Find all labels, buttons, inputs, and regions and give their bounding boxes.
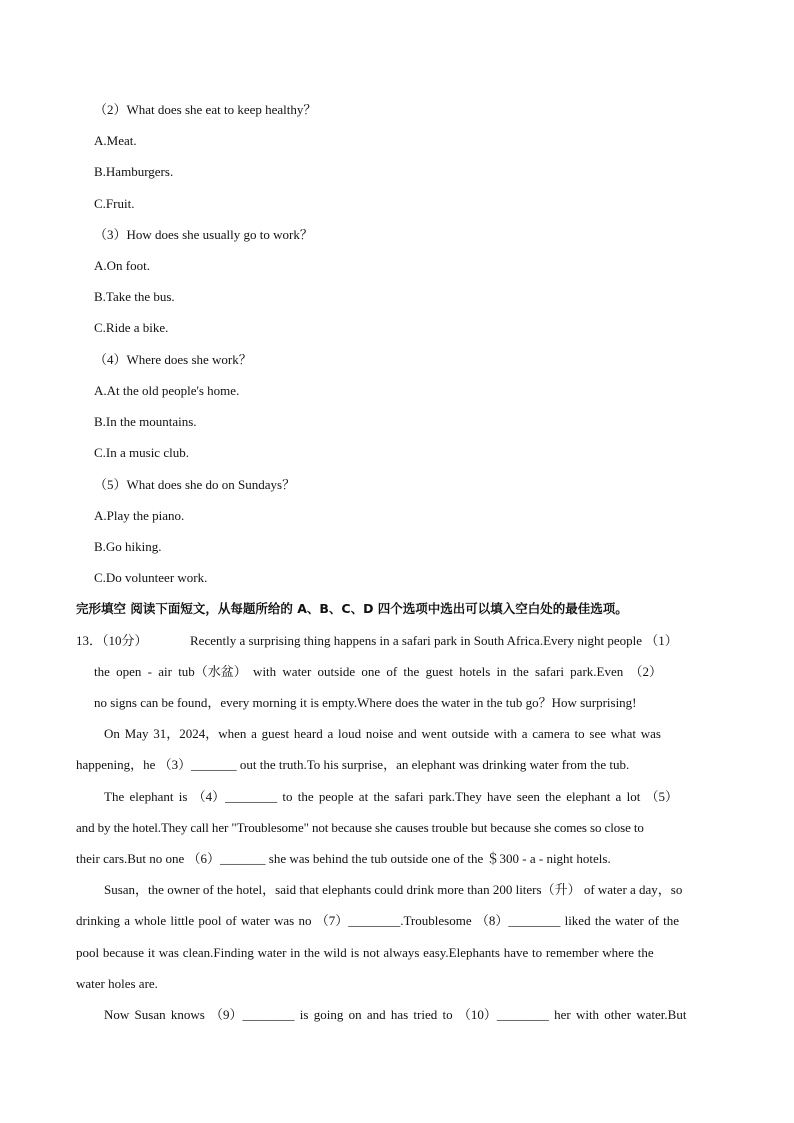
option-c: C.Fruit. [94, 196, 135, 211]
passage-line: the open - air tub（水盆） with water outside one of the guest hotels in the safari park.Even （2） [94, 664, 662, 679]
option-a: A.On foot. [94, 258, 150, 273]
passage-line: Recently a surprising thing happens in a safari park in South Africa.Every night people （1） [190, 633, 678, 648]
option-a: A.Meat. [94, 133, 137, 148]
passage-line: The elephant is （4）________ to the people at the safari park.They have seen the elephant a lot （5） [104, 789, 679, 804]
option-b: B.Go hiking. [94, 539, 162, 554]
passage-line: Susan，the owner of the hotel，said that elephants could drink more than 200 liters（升） of water a day，so [104, 882, 683, 897]
passage-line: and by the hotel.They call her "Troublesome" not because she causes trouble but because she comes so close to [76, 820, 644, 835]
option-c: C.Ride a bike. [94, 320, 169, 335]
passage-line: their cars.But no one （6）_______ she was behind the tub outside one of the ＄300 - a - night hotels. [76, 851, 611, 866]
option-a: A.At the old people's home. [94, 383, 240, 398]
option-b: B.In the mountains. [94, 414, 197, 429]
passage-line: pool because it was clean.Finding water in the wild is not always easy.Elephants have to remember where the [76, 945, 654, 960]
question-number: 13．（10分） [76, 633, 148, 648]
passage-line: Now Susan knows （9）________ is going on and has tried to （10）________ her with other water.But [104, 1007, 687, 1022]
option-b: B.Take the bus. [94, 289, 175, 304]
question-stem: （5）What does she do on Sundays？ [94, 477, 296, 492]
option-c: C.In a music club. [94, 445, 189, 460]
question-stem: （2）What does she eat to keep healthy？ [94, 102, 317, 117]
passage-line: happening，he （3）_______ out the truth.To his surprise，an elephant was drinking water from the tub. [76, 757, 630, 772]
section-heading: 完形填空 阅读下面短文，从每题所给的 A、B、C、D 四个选项中选出可以填入空白处的最佳选项。 [76, 601, 628, 616]
option-a: A.Play the piano. [94, 508, 185, 523]
question-stem: （4）Where does she work？ [94, 352, 252, 367]
question-stem: （3）How does she usually go to work？ [94, 227, 313, 242]
option-b: B.Hamburgers. [94, 164, 174, 179]
option-c: C.Do volunteer work. [94, 570, 208, 585]
passage-line: drinking a whole little pool of water was no （7）________.Troublesome （8）________ liked the water of the [76, 913, 680, 928]
passage-line: no signs can be found，every morning it is empty.Where does the water in the tub go？How surprising! [94, 695, 637, 710]
passage-line: water holes are. [76, 976, 158, 991]
passage-line: On May 31，2024，when a guest heard a loud noise and went outside with a camera to see what was [104, 726, 661, 741]
